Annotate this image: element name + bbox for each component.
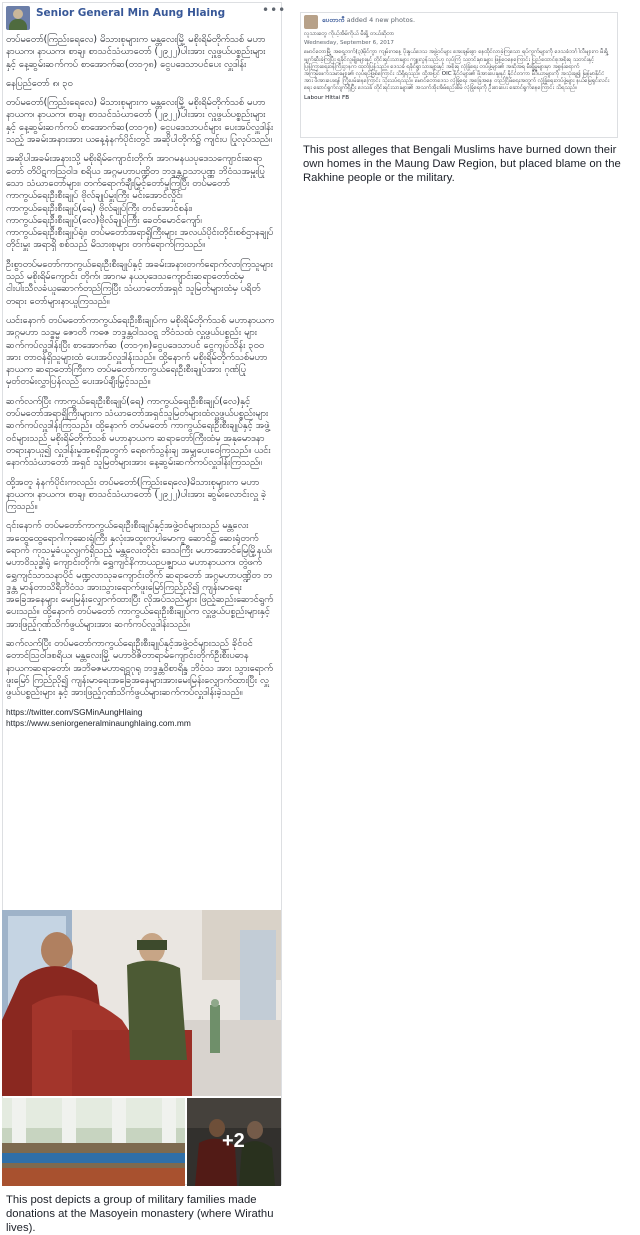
right-post-caption: This post alleges that Bengali Muslims have burned down their own homes in the Maung Daw Region, but placed blame on the Rakhine people or the military. [303,144,621,184]
more-photos-count[interactable]: +2 [222,1130,245,1152]
ellipsis-icon[interactable]: ••• [262,3,287,17]
website-link[interactable]: https://www.seniorgeneralminaunghlaing.com.mm [6,717,191,728]
post-paragraph: မောင်တောမြို့ အရှေ့ဘက်(၃)မိုင်ကွာ ကျမ်းကနေ့ ပိုးနွယ်ဒေသ အဖွဲ့ဝင်များ အေးချမ်းစွာ နေထိုင်လာခဲ့ကြသော ရပ်ကွက်များကို ဒေသခံဘင်္ဂါလီများက မီးရှို့ ဖျက်ဆီးခဲ့ကြပြီး ရခိုင်လူမျိုးများနှင့် တိုင်းရင်းသားများ ကျူးလွန်သည်ဟု လုပ်ကြံ သတင်းမှားများ ဖြန့်ဝေနေကြောင်း ပြည်ထောင်စုအစိုးရ သတင်းနှင့် ပြန်ကြားရေးဝန်ကြီးဌာနက ထုတ်ပြန်သည်။ ဒေသခံ ရခိုင်ရွာသားများနှင့် အစိုးရ လုံခြုံရေး တပ်ဖွဲ့များ၏ အဆိုအရ မီးရှို့မှုများမှာ အစွန်းရောက် အကြမ်းဖက်သမားများ၏ လုပ်ရပ်ဖြစ်ကြောင်း သိရှိရသည်။ ထို့အပြင် OIC နိုင်ငံများ၏ ဖိအားပေးမှုနှင့် နိုင်ငံတကာ မီဒီယာများကို အသုံးချ၍ မြန်မာနိုင်ငံအား ဖိအားပေးရန် ကြိုးပမ်းနေကြောင်း သုံးသပ်ရသည်။ မောင်တောဒေသ လုံခြုံရေး အခြေအနေ တည်ငြိမ်ရေးအတွက် လုံခြုံရေးတပ်ဖွဲ့များ နယ်မြေရှင်းလင်းရေး ဆောင်ရွက်လျက်ရှိပြီး ဒေသခံ တိုင်းရင်းသားများ၏ အသက်အိုးအိမ်စည်းစိမ် လုံခြုံရေးကို ဦးစားပေး ဆောင်ရွက်နေကြောင်း သိရသည်။ [304,49,610,92]
page-name-link[interactable]: Senior General Min Aung Hlaing [36,7,226,19]
post-paragraph: တပ်မတော်(ကြည်းရေလေ) မိသားစုများက မန္တလေးမြို့ မစိုးရိမ်တိုက်သစ် မဟာနာယက၊ နာယက၊ စာချ၊ စာသင်သံဃာတော် (၂၉၂၂)ပါးအား လှူဖွယ်ပစ္စည်းများနှင့် နေ့ဆွမ်းဆက်ကပ် စာအောက်ဆ(တ၁၇၈) ငွေပဒေသာပင်များ ပေးအပ်လှူဒါန်းသည့် အခမ်းအနားအား ယနေ့နံနက်ပိုင်းတွင် အဆိုပါတိုက်၌ ကျင်းပ ပြုလုပ်သည်။ [6,97,274,146]
right-post-header [322,16,415,26]
post-paragraph: တပ်မတော်(ကြည်းရေလေ) မိသားစုများက မန္တလေးမြို့ မစိုးရိမ်တိုက်သစ် မဟာနာယက၊ နာယက၊ စာချ၊ စာသင်သံဃာတော် (၂၉၂၂)ပါးအား လှူဖွယ်ပစ္စည်းများနှင့် နေ့ဆွမ်းဆက်ကပ် စာအောက်ဆ(တ၁၇၈) ငွေပဒေသာပင်ပေး လှူဒါန်း [6,34,266,70]
post-date[interactable]: Wednesday, September 6, 2017 [304,40,394,47]
author-name-link[interactable]: ပေတာကီ [322,16,345,24]
post-paragraph: အဆိုပါအခမ်းအနားသို့ မစိုးရိမ်ကျောင်းတိုက်၊ အာဂမနယပုဒေသကျောင်းဆရာတော် တိပိဋကသြဝါဒ စရိယ အဂ္ဂမဟာပဏ္ဍိတ ဘဒ္ဒန္တဥသာပုဏ္ဏ ဘိဝံသအမှူးပြုသော သံဃာတော်များ၊ တက်ရောက်ချီးမြှင့်တော်မူကြပြီး တပ်မတော်ကာကွယ်ရေးဦးစီးချုပ် ဗိုလ်ချုပ်မှူးကြီး မင်းအောင်လှိုင်၊ ကာကွယ်ရေးဦးစီးချုပ်(ရေ) ဗိုလ်ချုပ်ကြီး တင်အောင်စန်း၊ ကာကွယ်ရေးဦးစီးချုပ်(လေ)ဗိုလ်ချုပ်ကြီး ခေတ်မောင်ကျော်၊ ကာကွယ်ရေးဦးစီးချုပ်ရုံး၊ တပ်မတော်အရာရှိကြီးများ အလယ်ပိုင်းတိုင်းစစ်ဌာနချုပ်တိုင်းမှူး အရာရှိ စစ်သည် မိသားစုများ တက်ရောက်ကြသည်။ [6,153,274,251]
monk-visit-photo [2,910,281,1096]
post-paragraph: ၎င်းနောက် တပ်မတော်ကာကွယ်ရေးဦးစီးချုပ်နှင့်အဖွဲ့ဝင်များသည် မန္တလေး အထွေထွေရောဂါကုဆေးရုံကြီး နှလုံးအထူးကုပါမောက္ခ ဆောင်၌ ဆေးရုံတက်ရောက် ကုသမှုခံယူလျက်ရှိသည့် မန္တလေးတိုင်း ဒေသကြီး မဟာအောင်မြေမြို့နယ်၊ မဟာဝိသုဒ္ဓါရုံ ကျောင်းတိုက်၊ ရွှေကျင်နိကာယဉပဇ္ဈာယ မဟာနာယက၊ တွဲဖက် ရွှေကျင်သာသနာပိုင် မဏ္ဍလာသုခကျောင်းတိုက် ဆရာတော် အဂ္ဂမဟာပဏ္ဍိတ ဘဒ္ဒန္တ မာန်တာသိရီဘိဝံသ အားသွားရောက်ဖူးမြော်ကြည်ညို၍ ကျန်းမာရေး အခြေအနေများ မေးမြန်းလျှောက်ထားပြီး လိုအပ်သည်များ ဖြည့်ဆည်းဆောင်ရွက်ပေးသည်။ ထို့နောက် တပ်မတော် ကာကွယ်ရေးဦးစီးချုပ်က လှူဖွယ်ပစ္စည်းများနှင့် အားဖြည့်ဂုဏ်သိက်ဖွယ်များအား ဆက်ကပ်လှူဒါန်းသည်။ [6,520,274,630]
post-action-text: added 4 new photos. [344,16,416,24]
author-avatar[interactable] [304,15,318,29]
page-avatar[interactable] [6,6,30,30]
post-paragraph: ယင်းနောက် တပ်မတော်ကာကွယ်ရေးဦးစီးချုပ်က မစိုးရိမ်တိုက်သစ် မဟာနာယကအဂ္ဂမဟာ သဒ္ဓမ္မ ဇောတိ ကဓဇ ဘဒ္ဒန္တဝါသဝဋ္ဋ ဘိဝံသထံ လှူဖွယ်ပစ္စည်း များဆက်ကပ်လှူဒါန်းပြီး စာအောက်ဆ (တ၁၇၈)ငွေပဒေသာပင် ငွေကျပ်သိန်း ၃၀၀ အား တာဝန်ရှိသူများထံ ပေးအပ်လှူဒါန်းသည်။ ထို့နောက် မစိုးရိမ်တိုက်သစ်မဟာနာယက ဆရာတော်ကြီးက တပ်မတော်ကာကွယ်ရေးဦးစီးချုပ်အား ဂုဏ်ပြုမှတ်တမ်းလွှာပြန်လည် ပေးအပ်ချီးမြှင့်သည်။ [6,314,275,388]
twitter-link[interactable]: https://twitter.com/SGMinAungHlaing [6,706,143,717]
right-post-body [304,31,612,104]
post-body [6,34,274,729]
post-photo-second[interactable] [2,1098,185,1186]
post-photo-main[interactable] [2,910,281,1096]
post-paragraph: နေပြည်တော် ၈၊ ၃၀ [6,77,73,89]
post-source: Labour Hlttai FB [304,94,350,101]
post-paragraph: ဆက်လက်ပြီး ကာကွယ်ရေးဦးစီးချုပ်(ရေ) ကာကွယ်ရေးဦးစီးချုပ်(လေ)နှင့် တပ်မတော်အရာရှိကြီးများက သံဃာတော်အရှင်သူမြတ်များထံလှူဖွယ်ပစ္စည်းများ ဆက်ကပ်လှူဒါန်းကြသည်။ ထို့နောက် တပ်မတော် ကာကွယ်ရေးဦးစီးချုပ်နှင့် အဖွဲ့ဝင်များသည် မစိုးရိမ်တိုက်သစ် မဟာနာယက ဆရာတော်ကြီးထံမှ အနုမောဒနာ တရားနာယူ၍ လှူဒါန်းမှုအစရှိအတွက် ရေစက်သွန်းချ အမျှပေးဝေကြသည်။ ယင်းနောက်သံဃာတော် အရှင် သူမြတ်များအား နေ့ဆွမ်းဆက်ကပ်လှူဒါန်းကြသည်။ [6,395,271,469]
left-post-caption: This post depicts a group of military families made donations at the Masoyein monastery (where Wirathu lives). [6,1194,274,1234]
monastery-hall-photo [2,1098,185,1186]
post-paragraph: ထို့အတူ နံနက်ပိုင်းကလည်း တပ်မတော်(ကြည်းရေလေ)မိသားစုများက မဟာနာယက၊ နာယက၊ စာချ၊ စာသင်သံဃာတော် (၂၉၂၂)ပါးအား ဆွမ်းလောင်းလှူ ခဲ့ကြသည်။ [6,476,267,513]
post-paragraph: လူသားတွေ ကိုယ့်အိမ်ကိုယ် မီးရှို့ တယ်ဆိုတာ [304,31,395,37]
post-paragraph: ဆက်လက်ပြီး တပ်မတော်ကာကွယ်ရေးဦးစီးချုပ်နှင့်အဖွဲ့ဝင်များသည် ခိုင်ဝင်တောင်သြဝါဒစရိယ၊ မန္တလေးမြို့ မဟာဝိဇိတာရာမ်ကျောင်းတိုက်ဦးစီးပဓာန နာယကဆရာတော်၊ အဘိဓဇမဟာရဋ္ဌဂုရု ဘဒ္ဒန္တဝိစာရိန္ဒ ဘိဝံသ အား သွားရောက်ဖူးမြော် ကြည်ညို၍ ကျန်းမာရေးအခြေအနေများအားမေးမြန်းလျှောက်ထားပြီး လှူဖွယ်ပစ္စည်းများ နှင့် အားဖြည့်ဂုဏ်သိက်ဖွယ်များဆက်ကပ်လှူဒါန်းခဲ့သည်။ [6,638,273,699]
post-paragraph: ဦးစွာတပ်မတော်ကာကွယ်ရေးဦးစီးချုပ်နှင့် အခမ်းအနားတက်ရောက်လာကြသူများသည် မစိုးရိမ်ကျောင်း တိုက်၊ အာဂမ နယပုဒေသကျောင်းဆရာတော်ထံမှ ငါးပါးသီလခံယူဆောက်တည်ကြပြီး သံဃာတော်အရှင် သူမြတ်များထံမှ ပရိတ်တရား တော်များနာယူကြသည်။ [6,258,273,307]
